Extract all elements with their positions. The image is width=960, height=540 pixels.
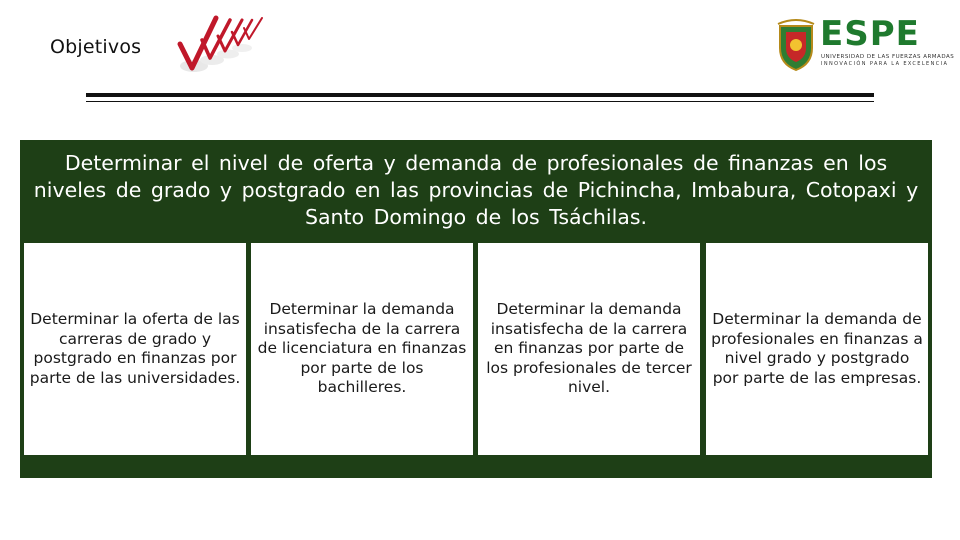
checkmarks-icon (172, 14, 272, 80)
specific-objective-card (706, 243, 928, 455)
specific-objective-card (24, 243, 246, 455)
header-divider-thin (86, 101, 874, 102)
espe-logo (776, 14, 955, 72)
specific-objective-text: Determinar la demanda de profesionales en finanzas a nivel grado y postgrado por parte de las empresas. (711, 310, 923, 387)
general-objective: Determinar el nivel de oferta y demanda de profesionales de finanzas en los niveles de grado y postgrado en las provincias de Pichincha, Imbabura, Cotopaxi y Santo Domingo de los Tsáchilas. (33, 151, 919, 229)
slide-title: Objetivos (50, 36, 142, 58)
specific-objective-card (251, 243, 473, 455)
specific-objective-text: Determinar la oferta de las carreras de grado y postgrado en finanzas por parte de las universidades. (29, 310, 241, 387)
specific-objective-text: Determinar la demanda insatisfecha de la carrera de licenciatura en finanzas por parte de los bachilleres. (257, 300, 467, 397)
specific-objective-card (478, 243, 700, 455)
header-divider (86, 93, 874, 97)
logo-motto: INNOVACIÓN PARA LA EXCELENCIA (821, 61, 949, 67)
logo-brand: ESPE (820, 14, 920, 54)
specific-objective-text: Determinar la demanda insatisfecha de la carrera en finanzas por parte de los profesionales de tercer nivel. (486, 300, 692, 397)
logo-university: UNIVERSIDAD DE LAS FUERZAS ARMADAS (821, 54, 955, 60)
university-crest-icon (776, 18, 816, 72)
